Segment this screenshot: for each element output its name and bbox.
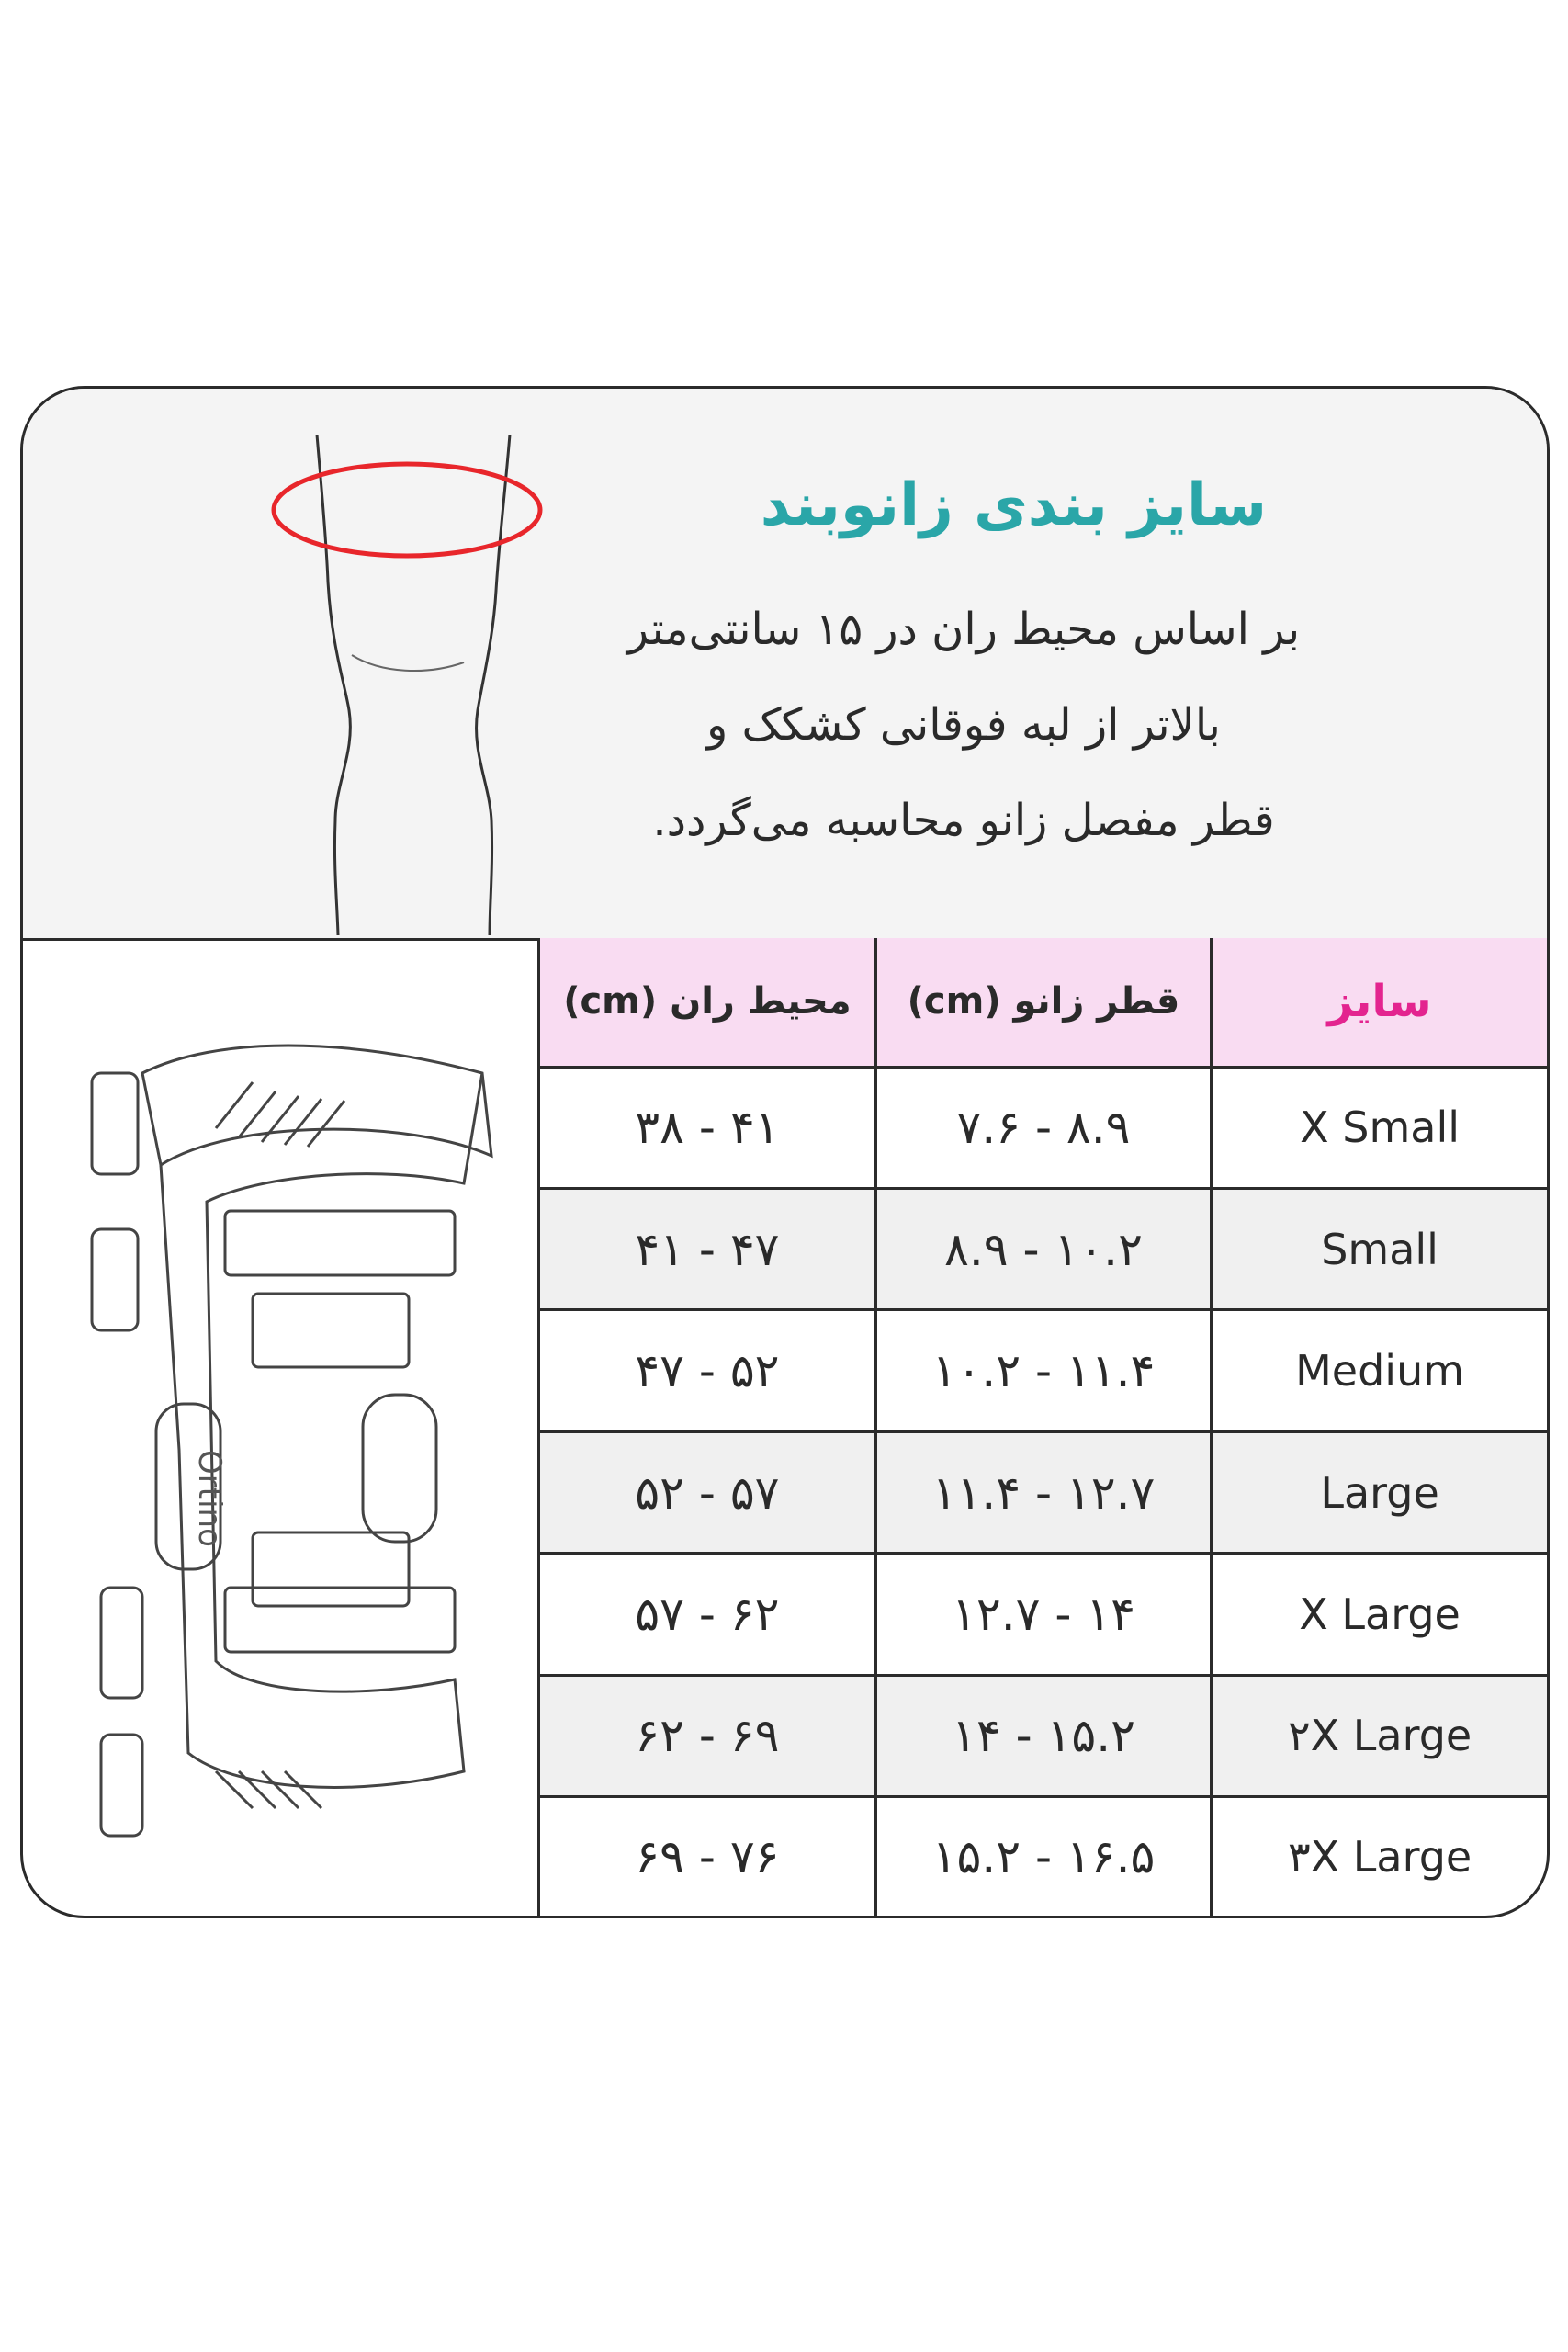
table-row xyxy=(540,1797,1547,1916)
brand-mark: Ortino xyxy=(191,1450,228,1547)
thigh-range-cell: ۴۷ - ۵۲ xyxy=(540,1310,875,1431)
size-header: سایز xyxy=(1212,938,1547,1067)
knee-diameter-header: قطر زانو (cm) xyxy=(875,938,1211,1067)
size-name-cell: ۲X Large xyxy=(1212,1675,1547,1796)
knee-range-cell: ۱۴ - ۱۵.۲ xyxy=(875,1675,1211,1796)
knee-range-cell: ۸.۹ - ۱۰.۲ xyxy=(875,1188,1211,1309)
size-name-cell: Small xyxy=(1212,1188,1547,1309)
size-name-cell: Medium xyxy=(1212,1310,1547,1431)
thigh-range-cell: ۶۹ - ۷۶ xyxy=(540,1797,875,1916)
size-name-cell: Large xyxy=(1212,1431,1547,1553)
measurement-guide-panel xyxy=(23,389,1547,941)
size-chart-card xyxy=(20,386,1550,1918)
size-name-cell: ۳X Large xyxy=(1212,1797,1547,1916)
thigh-range-cell: ۶۲ - ۶۹ xyxy=(540,1675,875,1796)
table-header-row xyxy=(540,938,1547,1067)
thigh-range-cell: ۴۱ - ۴۷ xyxy=(540,1188,875,1309)
table-row xyxy=(540,1675,1547,1796)
description-line: بالاتر از لبه فوقانی کشکک و xyxy=(706,699,1221,751)
knee-range-cell: ۱۱.۴ - ۱۲.۷ xyxy=(875,1431,1211,1553)
measurement-description xyxy=(550,582,1377,868)
thigh-range-cell: ۵۷ - ۶۲ xyxy=(540,1554,875,1675)
knee-range-cell: ۱۵.۲ - ۱۶.۵ xyxy=(875,1797,1211,1916)
knee-range-cell: ۷.۶ - ۸.۹ xyxy=(875,1067,1211,1188)
description-line: قطر مفصل زانو محاسبه می‌گردد. xyxy=(652,795,1275,846)
description-line: بر اساس محیط ران در ۱۵ سانتی‌متر xyxy=(626,604,1301,655)
table-row xyxy=(540,1067,1547,1188)
thigh-range-cell: ۵۲ - ۵۷ xyxy=(540,1431,875,1553)
table-row xyxy=(540,1188,1547,1309)
size-name-cell: X Small xyxy=(1212,1067,1547,1188)
table-row xyxy=(540,1554,1547,1675)
table-row xyxy=(540,1310,1547,1431)
knee-range-cell: ۱۰.۲ - ۱۱.۴ xyxy=(875,1310,1211,1431)
knee-brace-icon xyxy=(78,1018,528,1872)
size-table xyxy=(540,938,1547,1916)
leg-measurement-icon xyxy=(243,435,556,935)
knee-range-cell: ۱۲.۷ - ۱۴ xyxy=(875,1554,1211,1675)
size-table-container xyxy=(537,938,1547,1916)
thigh-circumference-header: محیط ران (cm) xyxy=(540,938,875,1067)
page-title: سایز بندی زانوبند xyxy=(760,471,1267,539)
size-name-cell: X Large xyxy=(1212,1554,1547,1675)
thigh-range-cell: ۳۸ - ۴۱ xyxy=(540,1067,875,1188)
table-row xyxy=(540,1431,1547,1553)
